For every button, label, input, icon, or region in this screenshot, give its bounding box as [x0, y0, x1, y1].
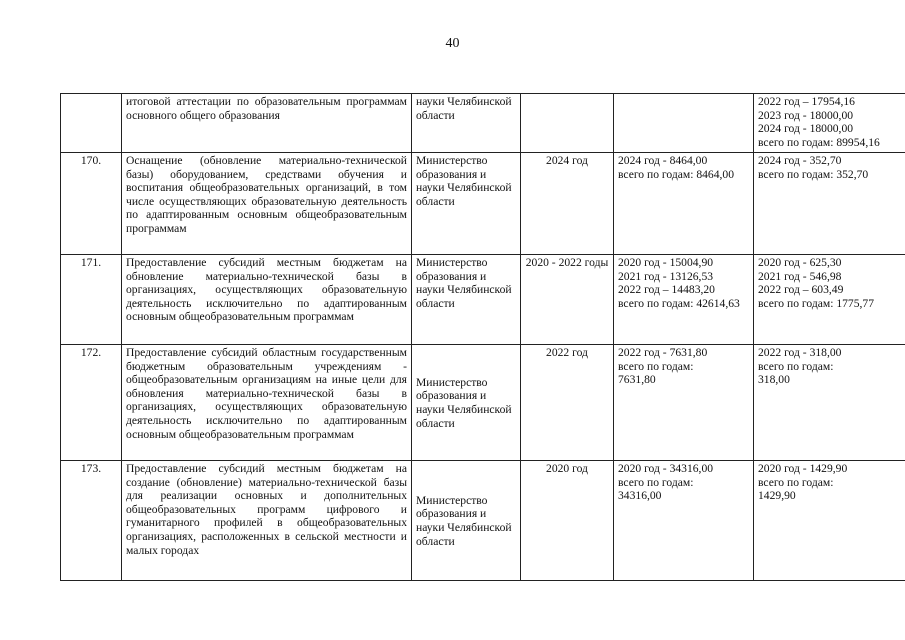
- funding-line: всего по годам: 89954,16: [758, 135, 880, 149]
- row-executor: Министерство образования и науки Челябинской области: [412, 255, 521, 345]
- funding-line: всего по годам: 352,70: [758, 167, 869, 181]
- row-description: Оснащение (обновление материально-технической базы) оборудованием, средствами обучения и воспитания общеобразовательных организаций, в том числе осуществляющих образовательную деятельность по адаптированным основным общеобразовательным программам: [122, 153, 412, 255]
- funding-line: всего по годам:: [758, 475, 834, 489]
- funding-line: 2022 год – 17954,16: [758, 95, 855, 108]
- row-term: 2020 год: [521, 461, 614, 581]
- funding-line: 2024 год - 18000,00: [758, 122, 854, 136]
- measures-table: [60, 93, 905, 581]
- row-number: 172.: [61, 345, 122, 461]
- funding-line: 34316,00: [618, 489, 662, 503]
- funding-line: всего по годам:: [618, 359, 694, 373]
- funding-line: 2022 год - 318,00: [758, 346, 842, 359]
- table-row: [61, 255, 905, 345]
- row-description: итоговой аттестации по образовательным программам основного общего образования: [122, 94, 412, 153]
- row-federal-funding: [614, 461, 754, 581]
- funding-line: всего по годам:: [758, 359, 834, 373]
- funding-line: 2020 год - 15004,90: [618, 256, 714, 269]
- row-federal-funding: [614, 94, 754, 153]
- funding-line: 2022 год – 14483,20: [618, 283, 715, 297]
- funding-line: 2022 год – 603,49: [758, 283, 844, 297]
- funding-line: 2021 год - 546,98: [758, 269, 842, 283]
- row-term: [521, 94, 614, 153]
- funding-total: всего по годам: 42614,63: [618, 296, 740, 310]
- row-description: Предоставление субсидий областным государственным бюджетным образовательным учреждениям - общеобразовательным организациям на иные цели для обновления материально-технической базы в организациях, осуществляющих образовательную деятельность исключительно по адаптированным основным общеобразовательным программам: [122, 345, 412, 461]
- row-executor: Министерство образования и науки Челябинской области: [412, 461, 521, 581]
- row-executor: Министерство образования и науки Челябинской области: [412, 345, 521, 461]
- funding-line: 2023 год - 18000,00: [758, 108, 854, 122]
- row-term: 2024 год: [521, 153, 614, 255]
- row-description: Предоставление субсидий местным бюджетам на обновление материально-технической базы в организациях, осуществляющих образовательную деятельность исключительно по адаптированным основным общеобразовательным программам: [122, 255, 412, 345]
- funding-line: 2020 год - 34316,00: [618, 462, 714, 475]
- row-regional-funding: [754, 255, 905, 345]
- row-federal-funding: [614, 255, 754, 345]
- table-row: [61, 94, 905, 153]
- funding-line: 2024 год - 8464,00: [618, 154, 708, 167]
- row-executor: науки Челябинской области: [412, 94, 521, 153]
- funding-line: 2024 год - 352,70: [758, 154, 842, 167]
- row-term: 2022 год: [521, 345, 614, 461]
- row-term: 2020 - 2022 годы: [521, 255, 614, 345]
- funding-line: 2020 год - 1429,90: [758, 462, 848, 475]
- table-row: [61, 345, 905, 461]
- row-number: 170.: [61, 153, 122, 255]
- funding-line: 2021 год - 13126,53: [618, 269, 714, 283]
- funding-line: всего по годам: 1775,77: [758, 296, 875, 310]
- row-description: Предоставление субсидий местным бюджетам на создание (обновление) материально-технической базы для реализации основных и дополнительных общеобразовательных программ цифрового и гуманитарного профилей в общеобразовательных организациях, расположенных в сельской местности и малых городах: [122, 461, 412, 581]
- table-row: [61, 461, 905, 581]
- table-row: [61, 153, 905, 255]
- row-number: 173.: [61, 461, 122, 581]
- funding-line: 1429,90: [758, 489, 796, 503]
- row-federal-funding: [614, 153, 754, 255]
- row-regional-funding: [754, 153, 905, 255]
- row-federal-funding: [614, 345, 754, 461]
- row-regional-funding: [754, 94, 905, 153]
- page-number: 40: [445, 36, 460, 51]
- row-regional-funding: [754, 461, 905, 581]
- row-executor: Министерство образования и науки Челябинской области: [412, 153, 521, 255]
- funding-line: 2022 год - 7631,80: [618, 346, 708, 359]
- funding-line: 2020 год - 625,30: [758, 256, 842, 269]
- row-regional-funding: [754, 345, 905, 461]
- funding-total: всего по годам: 8464,00: [618, 167, 735, 181]
- funding-line: 318,00: [758, 373, 790, 387]
- row-number: 171.: [61, 255, 122, 345]
- funding-line: всего по годам:: [618, 475, 694, 489]
- row-number: [61, 94, 122, 153]
- funding-line: 7631,80: [618, 373, 656, 387]
